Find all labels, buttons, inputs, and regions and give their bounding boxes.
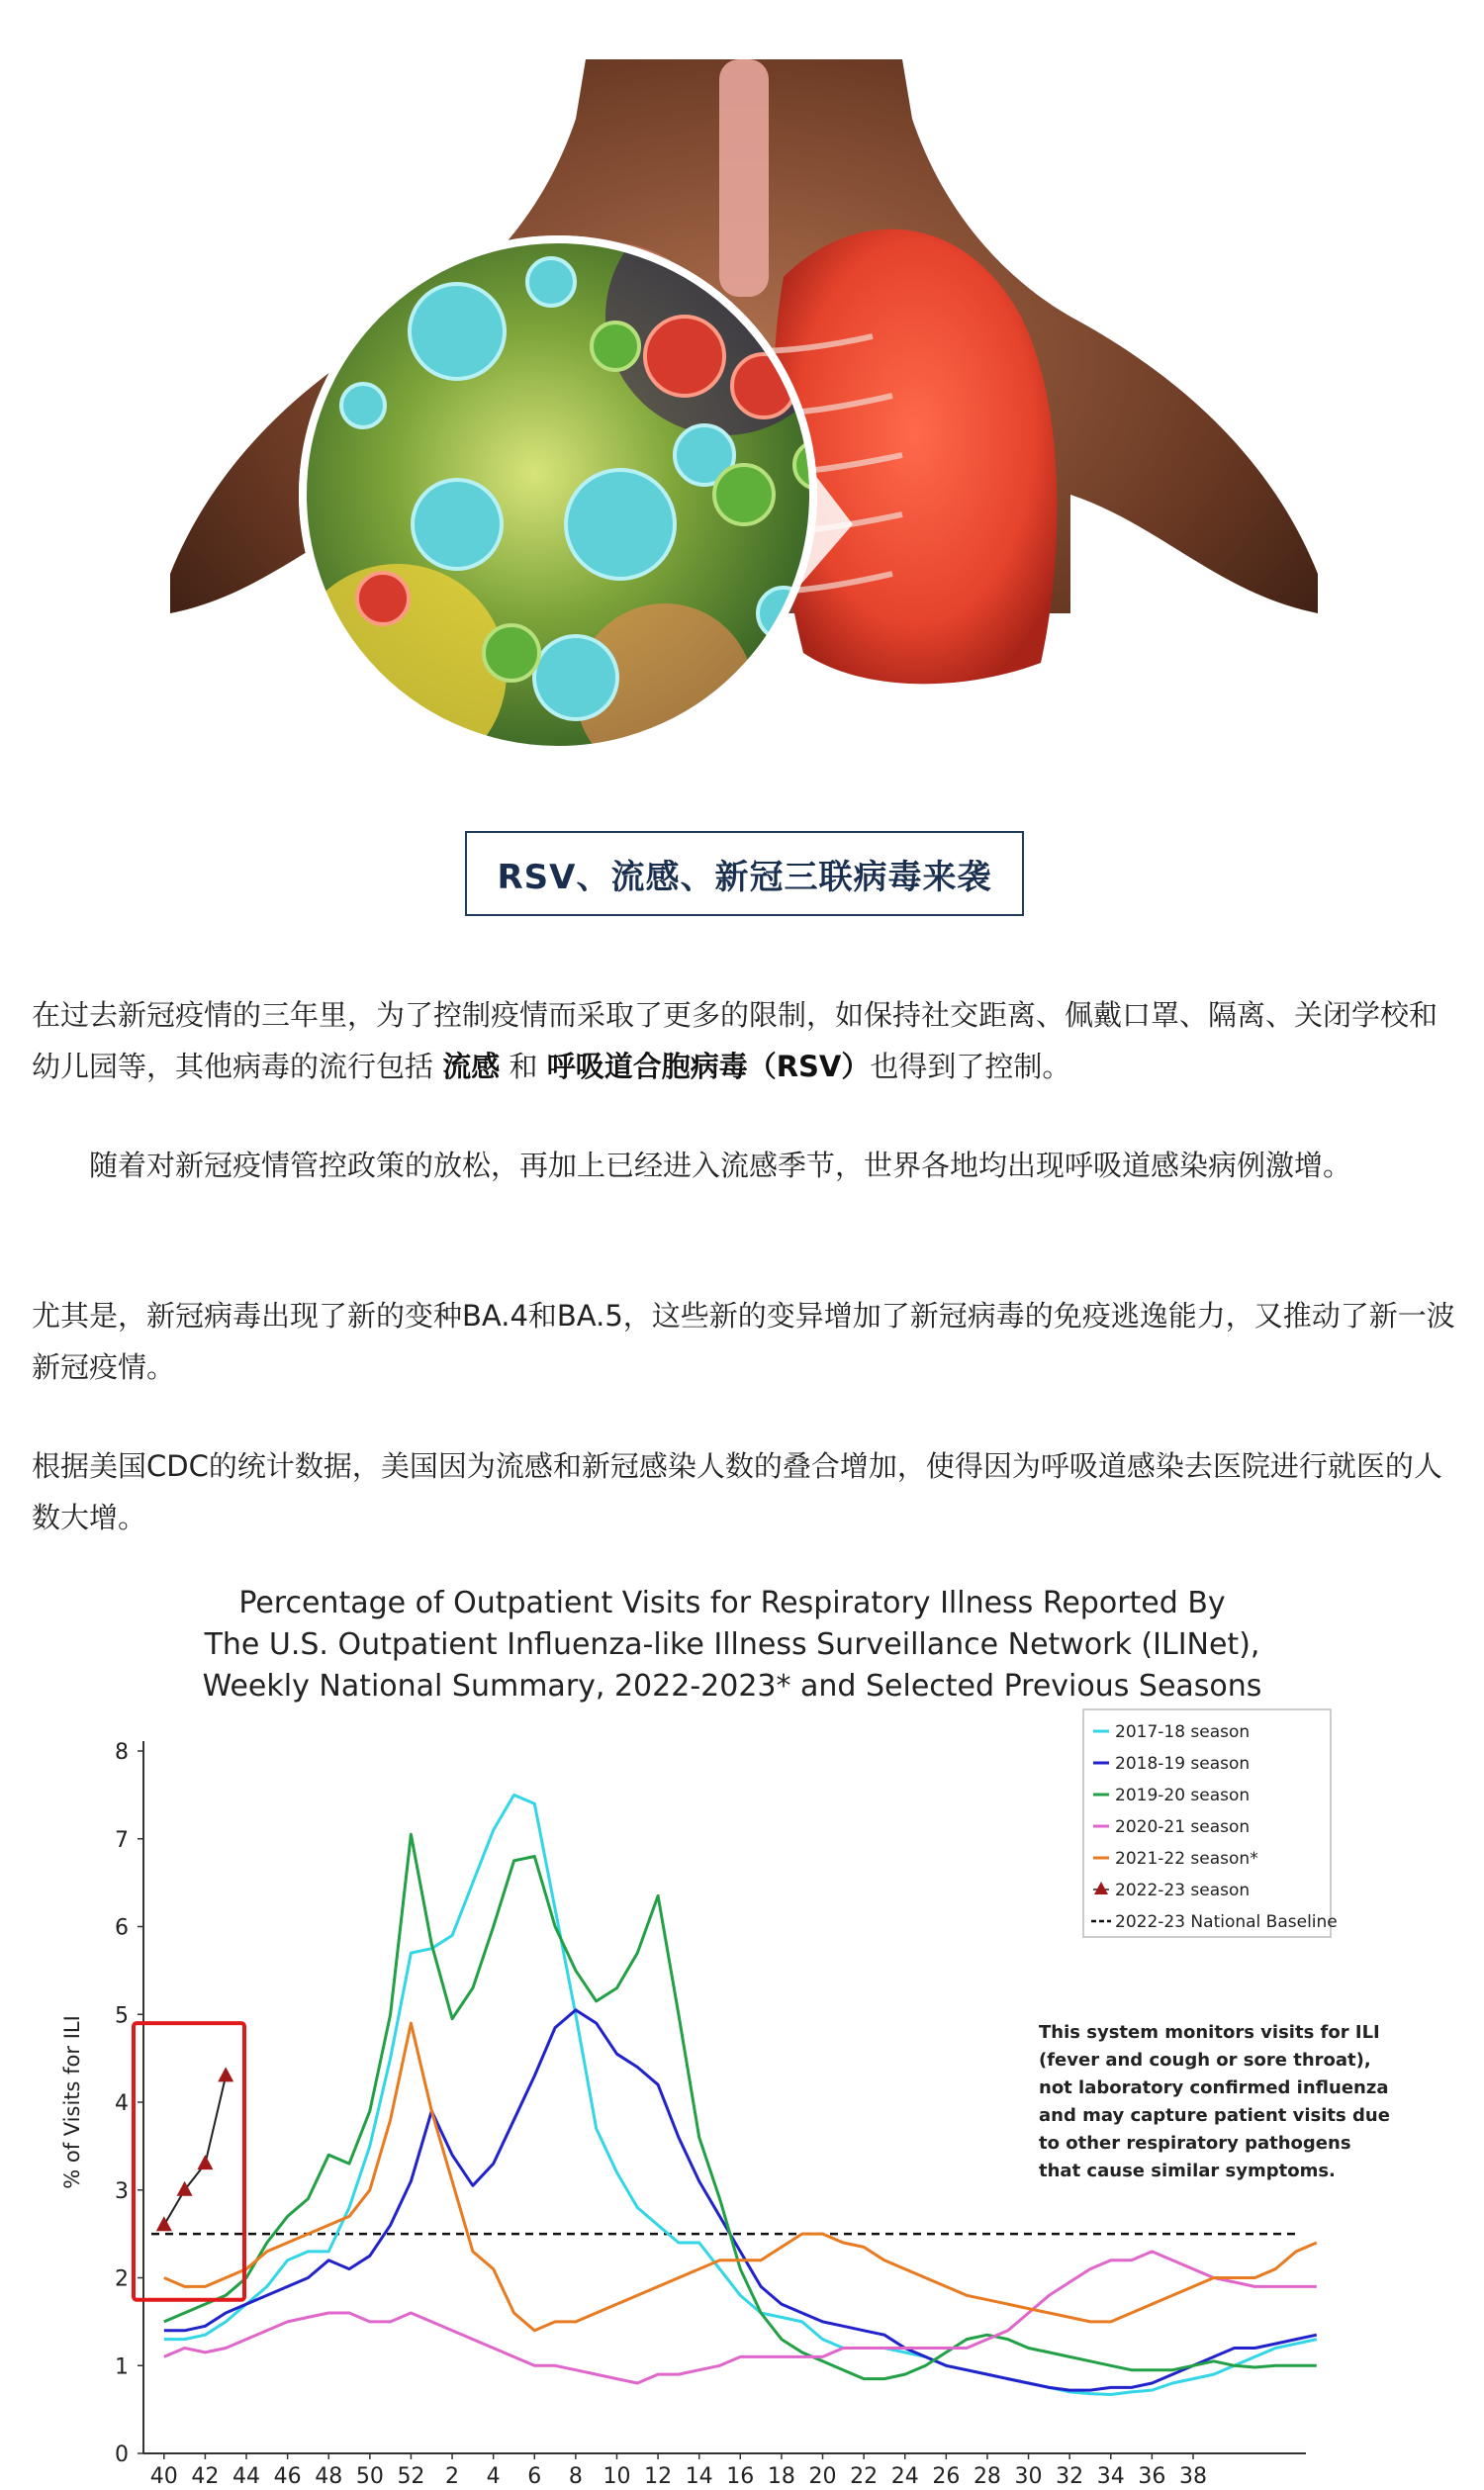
paragraph-1 xyxy=(32,989,1456,1092)
chart-title-line: Percentage of Outpatient Visits for Respiratory Illness Reported By xyxy=(238,1586,1226,1620)
x-tick-label: 28 xyxy=(973,2464,1001,2486)
ili-chart-svg xyxy=(40,1573,1444,2486)
x-tick-label: 2 xyxy=(445,2464,460,2486)
bold-flu: 流感 xyxy=(442,1050,501,1083)
paragraph-1-text-a: 在过去新冠疫情的三年里，为了控制疫情而采取了更多的限制，如保持社交距离、佩戴口罩、隔离、关闭学校和幼儿园等，其他病毒的流行包括 xyxy=(32,998,1438,1083)
paragraph-3: 尤其是，新冠病毒出现了新的变种BA.4和BA.5，这些新的变异增加了新冠病毒的免疫逃逸能力，又推动了新一波新冠疫情。 xyxy=(32,1299,1455,1384)
y-tick-label: 8 xyxy=(115,1740,129,1765)
x-tick-label: 8 xyxy=(568,2464,583,2486)
legend-label: 2021-22 season* xyxy=(1115,1849,1258,1869)
x-tick-label: 34 xyxy=(1096,2464,1125,2486)
series-point-2022-23 xyxy=(156,2216,172,2231)
y-tick-label: 2 xyxy=(115,2266,129,2292)
y-tick-label: 6 xyxy=(115,1915,129,1941)
y-axis-label: % of Visits for ILI xyxy=(60,2015,84,2189)
x-tick-label: 18 xyxy=(767,2464,795,2486)
headline-box xyxy=(465,831,1024,916)
series-point-2022-23 xyxy=(218,2067,233,2081)
highlight-box xyxy=(134,2023,244,2300)
x-tick-label: 14 xyxy=(685,2464,713,2486)
y-tick-label: 7 xyxy=(115,1827,129,1853)
x-tick-label: 12 xyxy=(644,2464,673,2486)
y-tick-label: 5 xyxy=(115,2003,129,2029)
x-tick-label: 42 xyxy=(191,2464,220,2486)
x-tick-label: 52 xyxy=(397,2464,425,2486)
bold-rsv: 呼吸道合胞病毒（RSV） xyxy=(546,1050,871,1083)
y-tick-label: 3 xyxy=(115,2178,129,2204)
x-tick-label: 24 xyxy=(890,2464,919,2486)
x-tick-label: 6 xyxy=(527,2464,542,2486)
x-tick-label: 32 xyxy=(1056,2464,1084,2486)
y-tick-label: 1 xyxy=(115,2354,129,2380)
legend-label: 2022-23 season xyxy=(1115,1881,1251,1900)
chart-note: This system monitors visits for ILI (fever and cough or sore throat), not laboratory confirmed influenza and may capture patient visits due to other respiratory pathogens that cause similar symptoms. xyxy=(1039,2022,1390,2181)
x-tick-label: 44 xyxy=(232,2464,261,2486)
legend-label: 2022-23 National Baseline xyxy=(1115,1912,1338,1932)
x-tick-label: 30 xyxy=(1014,2464,1043,2486)
legend-label: 2018-19 season xyxy=(1115,1754,1251,1774)
series-line-5 xyxy=(164,2075,226,2225)
legend-label: 2019-20 season xyxy=(1115,1786,1251,1805)
legend-label: 2017-18 season xyxy=(1115,1722,1251,1742)
x-tick-label: 20 xyxy=(808,2464,837,2486)
x-tick-label: 50 xyxy=(355,2464,384,2486)
legend-label: 2020-21 season xyxy=(1115,1817,1251,1837)
headline-title: RSV、流感、新冠三联病毒来袭 xyxy=(497,857,992,897)
x-tick-label: 10 xyxy=(603,2464,631,2486)
x-tick-label: 36 xyxy=(1138,2464,1166,2486)
paragraph-1-text-c: 也得到了控制。 xyxy=(870,1050,1071,1083)
hero-illustration xyxy=(170,59,1318,811)
y-tick-label: 0 xyxy=(115,2443,129,2467)
ili-chart xyxy=(40,1573,1444,2486)
x-tick-label: 22 xyxy=(850,2464,879,2486)
x-tick-label: 16 xyxy=(726,2464,755,2486)
paragraph-4: 根据美国CDC的统计数据，美国因为流感和新冠感染人数的叠合增加，使得因为呼吸道感染去医院进行就医的人数大增。 xyxy=(32,1449,1442,1534)
paragraph-2: 随着对新冠疫情管控政策的放松，再加上已经进入流感季节，世界各地均出现呼吸道感染病例激增。 xyxy=(32,1149,1352,1182)
chart-title-line: Weekly National Summary, 2022-2023* and Selected Previous Seasons xyxy=(202,1669,1262,1704)
x-tick-label: 26 xyxy=(932,2464,961,2486)
paragraph-1-text-b: 和 xyxy=(500,1050,547,1083)
series-point-2022-23 xyxy=(197,2155,213,2169)
x-tick-label: 40 xyxy=(149,2464,178,2486)
chart-title-line: The U.S. Outpatient Influenza-like Illness Surveillance Network (ILINet), xyxy=(204,1627,1260,1662)
x-tick-label: 38 xyxy=(1178,2464,1207,2486)
y-tick-label: 4 xyxy=(115,2091,129,2116)
x-tick-label: 4 xyxy=(486,2464,501,2486)
x-tick-label: 46 xyxy=(273,2464,302,2486)
x-tick-label: 48 xyxy=(315,2464,343,2486)
